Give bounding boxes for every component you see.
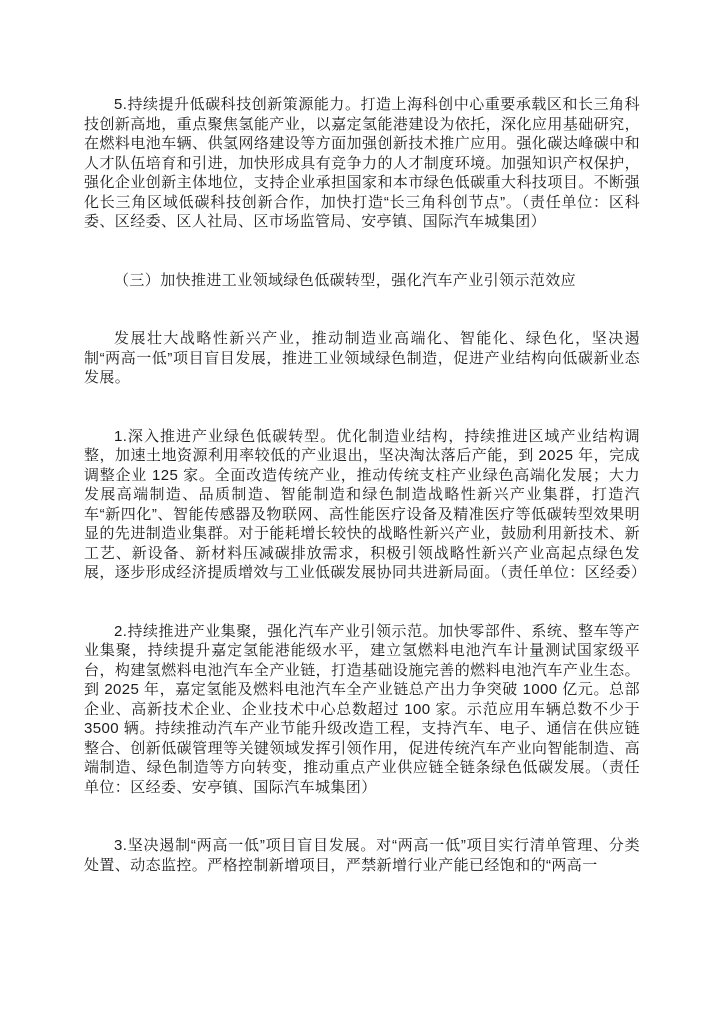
paragraph-intro-strategic-industries: 发展壮大战略性新兴产业，推动制造业高端化、智能化、绿色化，坚决遏制“两高一低”项目盲目发展，推进工业领域绿色制造，促进产业结构向低碳新业态发展。 <box>84 330 640 386</box>
paragraph-item-5-low-carbon-tech-innovation: 5.持续提升低碳科技创新策源能力。打造上海科创中心重要承载区和长三角科技创新高地，重点聚焦氢能产业，以嘉定氢能港建设为依托，深化应用基础研究，在燃料电池车辆、供氢网络建设等方面加强创新技术推广应用。强化碳达峰碳中和人才队伍培育和引进，加快形成具有竞争力的人才制度环境。加强知识产权保护，强化企业创新主体地位，支持企业承担国家和本市绿色低碳重大科技项目。不断强化长三角区域低碳科技创新合作，加快打造“长三角科创节点”。（责任单位：区科委、区经委、区人社局、区市场监管局、安亭镇、国际汽车城集团） <box>84 96 640 230</box>
paragraph-item-2-industry-cluster-auto-leadership: 2.持续推进产业集聚，强化汽车产业引领示范。加快零部件、系统、整车等产业集聚，持续提升嘉定氢能港能级水平，建立氢燃料电池汽车计量测试国家级平台，构建氢燃料电池汽车全产业链，打造基础设施完善的燃料电池汽车产业生态。到 2025 年，嘉定氢能及燃料电池汽车全产业链总产出力争突破 1000 亿元。总部企业、高新技术企业、企业技术中心总数超过 100 家。示范应用车辆总数不少于 3500 辆。持续推动汽车产业节能升级改造工程，支持汽车、电子、通信在供应链整合、创新低碳管理等关键领域发挥引领作用，促进传统汽车产业向智能制造、高端制造、绿色制造等方向转变，推动重点产业供应链全链条绿色低碳发展。（责任单位：区经委、安亭镇、国际汽车城集团） <box>84 622 640 796</box>
paragraph-item-1-green-low-carbon-transition: 1.深入推进产业绿色低碳转型。优化制造业结构，持续推进区域产业结构调整，加速土地资源利用率较低的产业退出，坚决淘汰落后产能，到 2025 年，完成调整企业 125 家。全面改造传统产业，推动传统支柱产业绿色高端化发展；大力发展高端制造、品质制造、智能制造和绿色制造战略性新兴产业集群，打造汽车“新四化”、智能传感器及物联网、高性能医疗设备及精准医疗等低碳转型效果明显的先进制造业集群。对于能耗增长较快的战略性新兴产业，鼓励利用新技术、新工艺、新设备、新材料压减碳排放需求，积极引领战略性新兴产业高起点绿色发展，逐步形成经济提质增效与工业低碳发展协同共进新局面。（责任单位：区经委） <box>84 427 647 581</box>
section-heading-3-industry-green-transition: （三）加快推进工业领域绿色低碳转型，强化汽车产业引领示范效应 <box>114 271 577 289</box>
paragraph-item-3-curb-two-high-one-low-projects: 3.坚决遏制“两高一低”项目盲目发展。对“两高一低”项目实行清单管理、分类处置、动态监控。严格控制新增项目，严禁新增行业产能已经饱和的“两高一 <box>84 837 640 874</box>
